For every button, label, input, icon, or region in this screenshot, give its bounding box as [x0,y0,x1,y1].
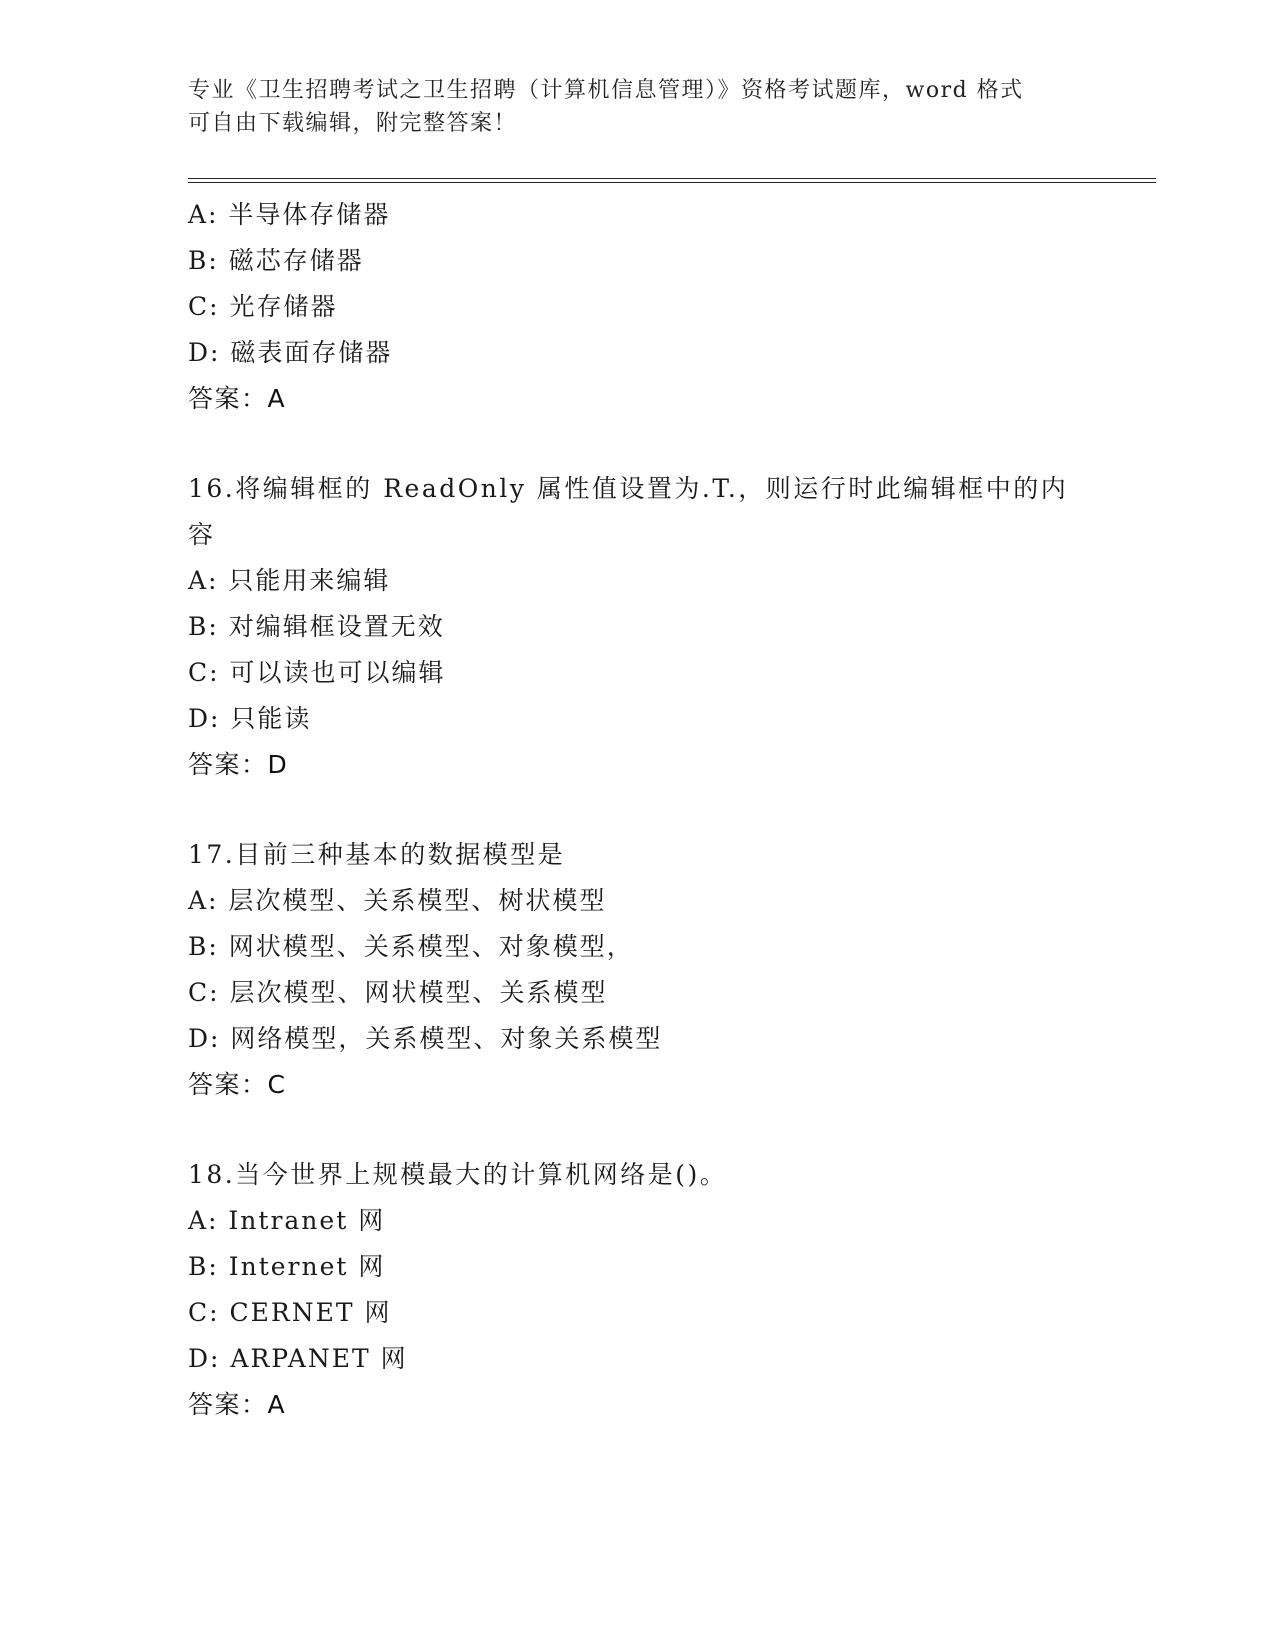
option-a: A: 半导体存储器 [188,200,391,229]
option-a: A: 只能用来编辑 [188,566,391,595]
question-stem: 18.当今世界上规模最大的计算机网络是()。 [188,1160,728,1189]
answer: 答案：A [188,1390,287,1419]
question-18 [188,1152,1088,1428]
answer: 答案：D [188,750,289,779]
question-15 [188,192,1088,422]
header-divider-bottom [188,182,1156,183]
question-16 [188,466,1088,788]
question-stem-line-1: 16.将编辑框的 ReadOnly 属性值设置为.T.，则运行时此编辑框中的内 [188,474,1069,503]
option-c: C: CERNET 网 [188,1298,392,1327]
question-stem: 17.目前三种基本的数据模型是 [188,840,566,869]
option-b: B: Internet 网 [188,1252,386,1281]
header-line-1: 专业《卫生招聘考试之卫生招聘（计算机信息管理）》资格考试题库，word 格式 [188,78,1024,103]
header-line-2: 可自由下载编辑，附完整答案！ [188,111,518,136]
question-list [188,192,1088,1428]
option-c: C: 可以读也可以编辑 [188,658,446,687]
question-stem-line-2: 容 [188,520,216,549]
option-d: D: 磁表面存储器 [188,338,393,367]
option-d: D: 网络模型，关系模型、对象关系模型 [188,1024,663,1053]
option-c: C: 光存储器 [188,292,338,321]
option-d: D: ARPANET 网 [188,1344,408,1373]
option-b: B: 磁芯存储器 [188,246,364,275]
document-header [188,74,1088,140]
option-b: B: 对编辑框设置无效 [188,612,445,641]
question-17 [188,832,1088,1108]
option-b: B: 网状模型、关系模型、对象模型， [188,932,634,961]
header-divider-top [188,178,1156,179]
option-a: A: 层次模型、关系模型、树状模型 [188,886,607,915]
option-c: C: 层次模型、网状模型、关系模型 [188,978,608,1007]
answer: 答案：A [188,384,287,413]
answer: 答案：C [188,1070,287,1099]
option-a: A: Intranet 网 [188,1206,386,1235]
option-d: D: 只能读 [188,704,312,733]
